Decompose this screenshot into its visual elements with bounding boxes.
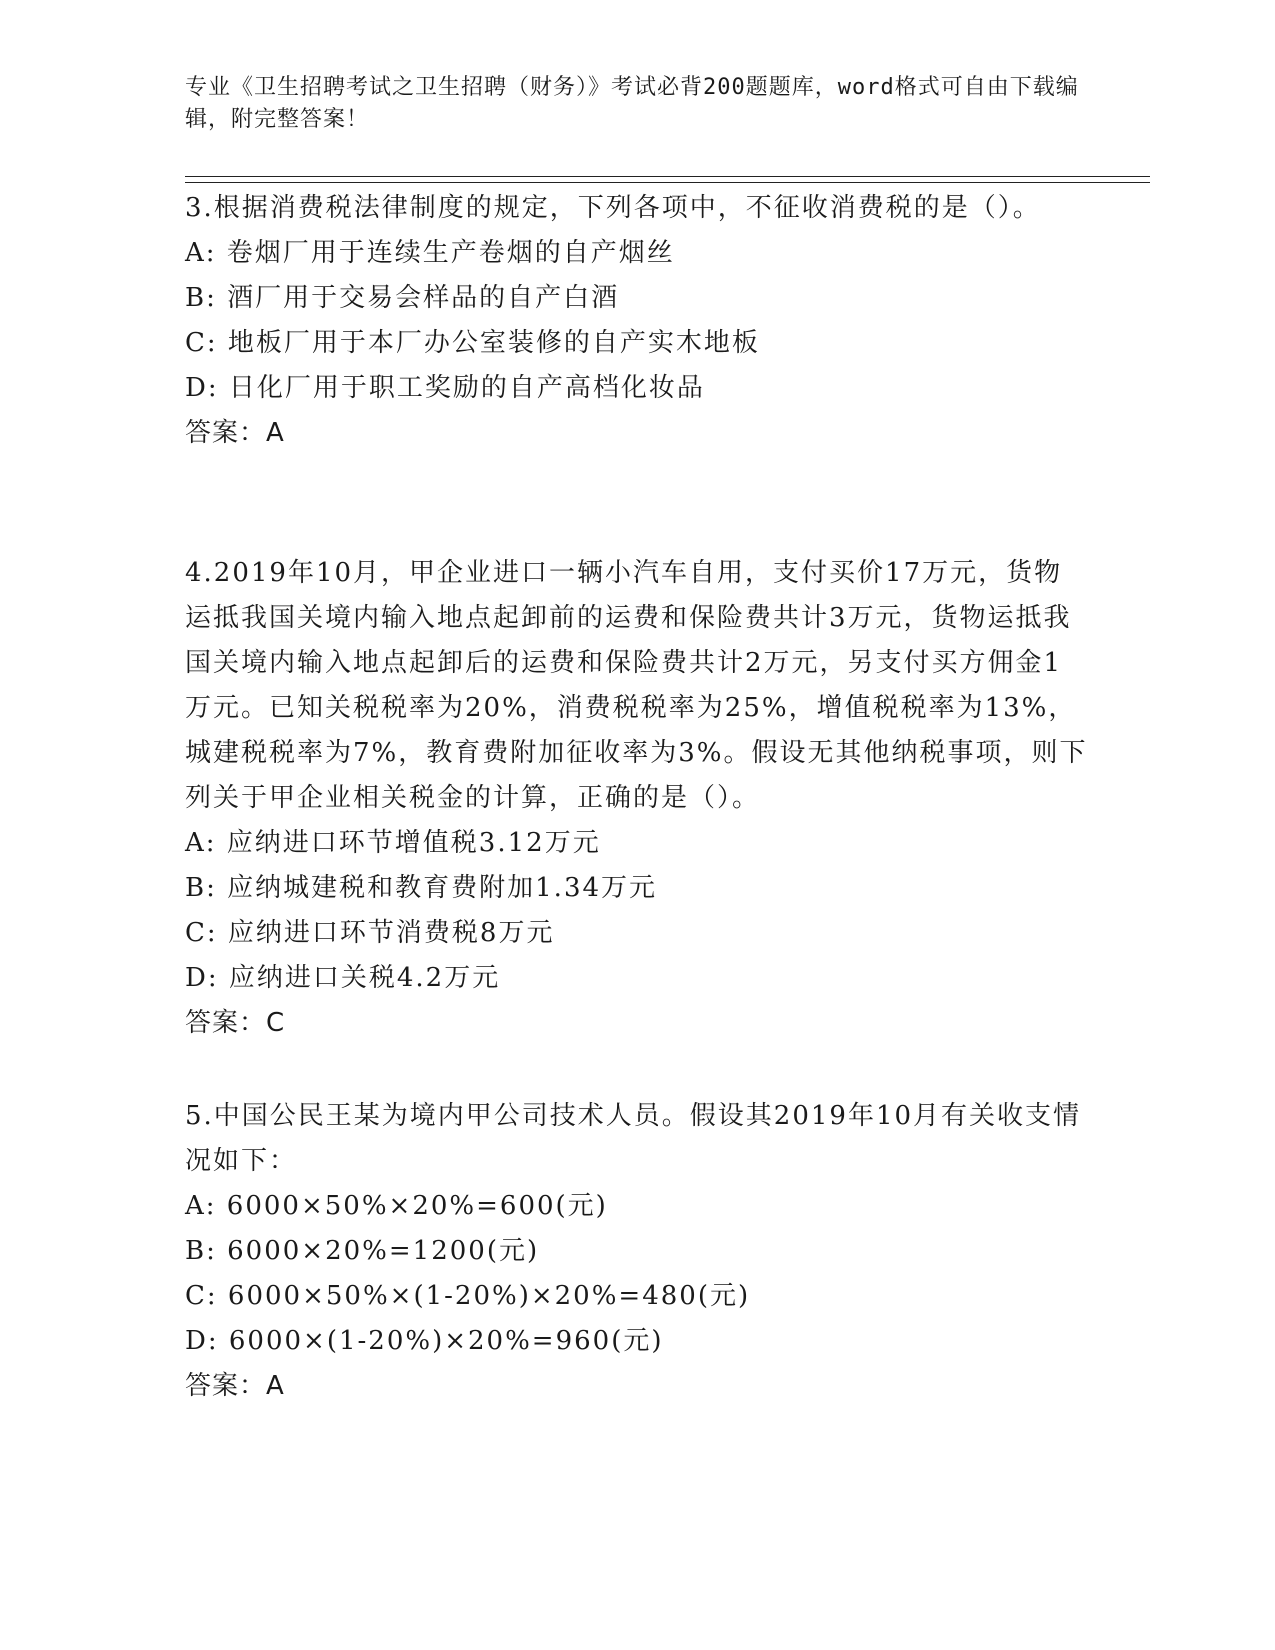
option-b: B: 酒厂用于交易会样品的自产白酒: [185, 283, 620, 313]
question-stem: 3.根据消费税法律制度的规定，下列各项中，不征收消费税的是（）。: [185, 193, 1041, 223]
option-a: A: 6000×50%×20%=600(元): [185, 1191, 608, 1221]
question-5: [185, 1094, 1090, 1409]
header-divider-bottom: [185, 182, 1150, 183]
document-intro: 专业《卫生招聘考试之卫生招聘（财务）》考试必背200题题库，word格式可自由下载编辑，附完整答案！: [185, 75, 1079, 132]
question-stem: 5.中国公民王某为境内甲公司技术人员。假设其2019年10月有关收支情况如下：: [185, 1101, 1082, 1176]
option-b: B: 6000×20%=1200(元): [185, 1236, 540, 1266]
option-c: C: 地板厂用于本厂办公室装修的自产实木地板: [185, 328, 760, 358]
option-c: C: 应纳进口环节消费税8万元: [185, 918, 555, 948]
option-d: D: 日化厂用于职工奖励的自产高档化妆品: [185, 373, 705, 403]
header-divider-top: [185, 176, 1150, 177]
option-d: D: 应纳进口关税4.2万元: [185, 963, 501, 993]
answer-line: 答案：A: [185, 1371, 285, 1401]
question-stem: 4.2019年10月，甲企业进口一辆小汽车自用，支付买价17万元，货物运抵我国关境内输入地点起卸前的运费和保险费共计3万元，货物运抵我国关境内输入地点起卸后的运费和保险费共计2万元，另支付买方佣金1万元。已知关税税率为20%，消费税税率为25%，增值税税率为13%，城建税税率为7%，教育费附加征收率为3%。假设无其他纳税事项，则下列关于甲企业相关税金的计算，正确的是（）。: [185, 558, 1088, 813]
option-a: A: 应纳进口环节增值税3.12万元: [185, 828, 601, 858]
question-3: [185, 186, 1090, 456]
question-4: [185, 551, 1090, 1046]
option-c: C: 6000×50%×(1-20%)×20%=480(元): [185, 1281, 751, 1311]
option-d: D: 6000×(1-20%)×20%=960(元): [185, 1326, 664, 1356]
option-b: B: 应纳城建税和教育费附加1.34万元: [185, 873, 658, 903]
answer-line: 答案：C: [185, 1008, 286, 1038]
option-a: A: 卷烟厂用于连续生产卷烟的自产烟丝: [185, 238, 675, 268]
answer-line: 答案：A: [185, 418, 285, 448]
